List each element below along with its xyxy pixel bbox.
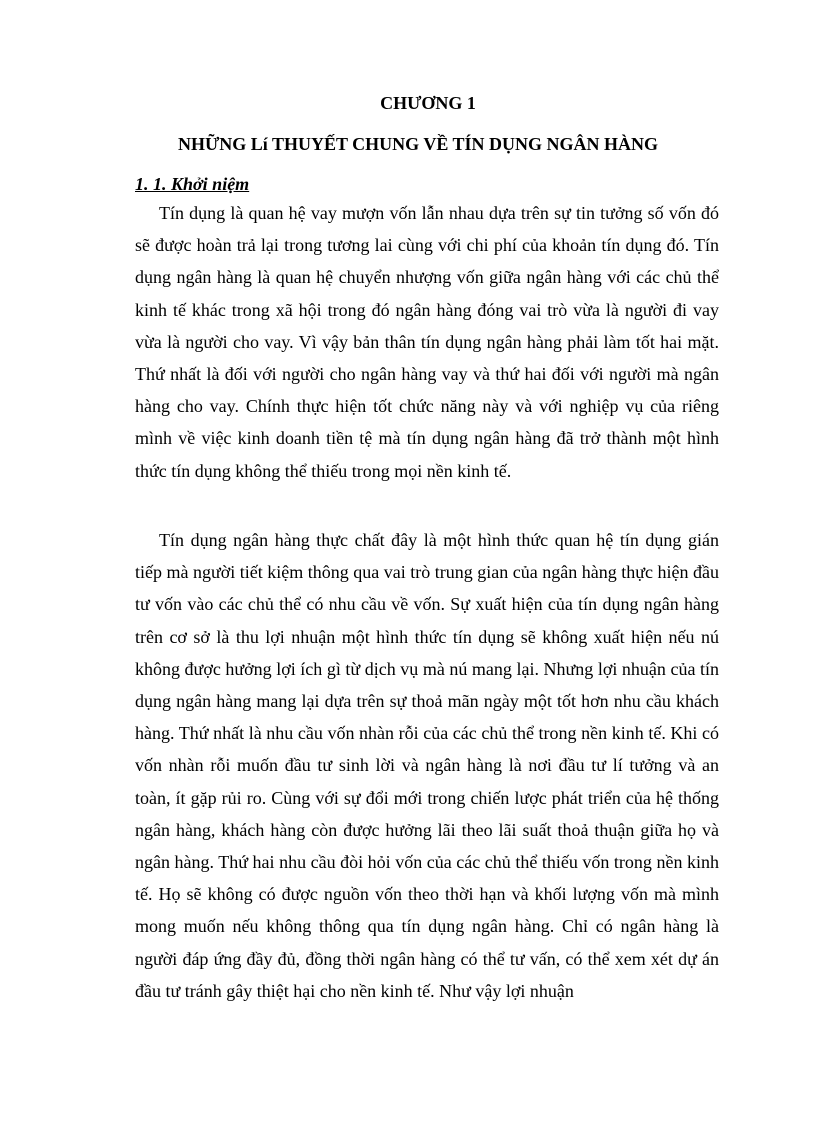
section-heading: 1. 1. Khởi niệm bbox=[135, 174, 250, 194]
chapter-title: NHỮNG Lí THUYẾT CHUNG VỀ TÍN DỤNG NGÂN HÀNG bbox=[177, 134, 659, 154]
chapter-heading: CHƯƠNG 1 bbox=[380, 93, 476, 113]
body-paragraph-2: Tín dụng ngân hàng thực chất đây là một hình thức quan hệ tín dụng gián tiếp mà người tiết kiệm thông qua vai trò trung gian của ngân hàng thực hiện đầu tư vốn vào các chủ thể có nhu cầu về vốn. Sự xuất hiện của tín dụng ngân hàng trên cơ sở là thu lợi nhuận một hình thức tín dụng sẽ không xuất hiện nếu nú không được hưởng lợi ích gì từ dịch vụ mà nú mang lại. Nhưng lợi nhuận của tín dụng ngân hàng mang lại dựa trên sự thoả mãn ngày một tốt hơn nhu cầu khách hàng. Thứ nhất là nhu cầu vốn nhàn rỗi của các chủ thể trong nền kinh tế. Khi có vốn nhàn rỗi muốn đầu tư sinh lời và ngân hàng là nơi đầu tư lí tưởng và an toàn, ít gặp rủi ro. Cùng với sự đổi mới trong chiến lược phát triển của hệ thống ngân hàng, khách hàng còn được hưởng lãi theo lãi suất thoả thuận giữa họ và ngân hàng. Thứ hai nhu cầu đòi hỏi vốn của các chủ thể thiếu vốn trong nền kinh tế. Họ sẽ không có được nguồn vốn theo thời hạn và khối lượng vốn mà mình mong muốn nếu không thông qua tín dụng ngân hàng. Chỉ có ngân hàng là người đáp ứng đầy đủ, đồng thời ngân hàng có thể tư vấn, có thể xem xét dự án đầu tư tránh gây thiệt hại cho nền kinh tế. Như vậy lợi nhuận bbox=[135, 530, 719, 1001]
body-paragraph-1: Tín dụng là quan hệ vay mượn vốn lẫn nhau dựa trên sự tin tưởng số vốn đó sẽ được hoàn trả lại trong tương lai cùng với chi phí của khoản tín dụng đó. Tín dụng ngân hàng là quan hệ chuyển nhượng vốn giữa ngân hàng với các chủ thể kinh tế khác trong xã hội trong đó ngân hàng đóng vai trò vừa là người đi vay vừa là người cho vay. Vì vậy bản thân tín dụng ngân hàng phải làm tốt hai mặt. Thứ nhất là đối với người cho ngân hàng vay và thứ hai đối với người mà ngân hàng cho vay. Chính thực hiện tốt chức năng này và với nghiệp vụ của riêng mình về việc kinh doanh tiền tệ mà tín dụng ngân hàng đã trở thành một hình thức tín dụng không thể thiếu trong mọi nền kinh tế. bbox=[135, 203, 719, 481]
